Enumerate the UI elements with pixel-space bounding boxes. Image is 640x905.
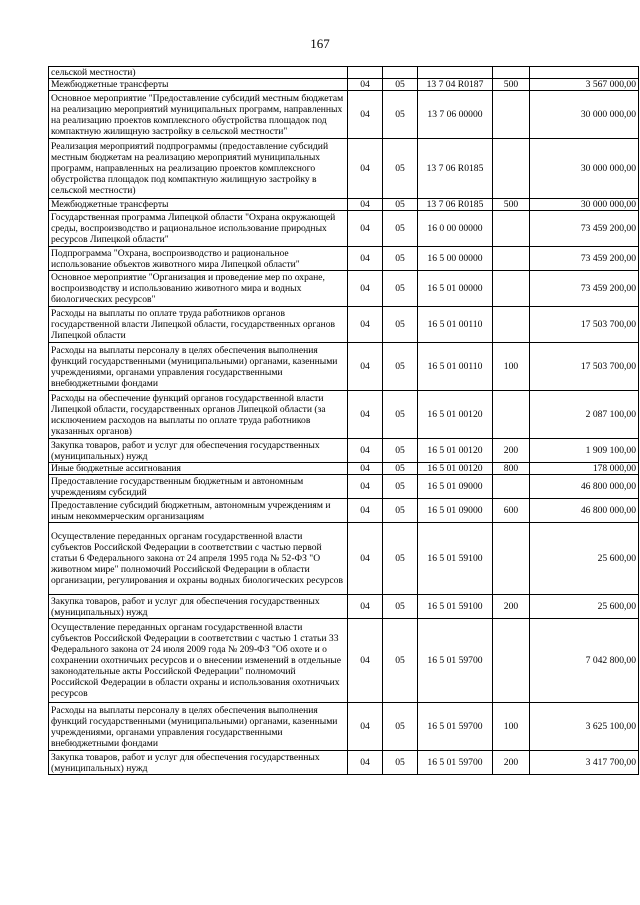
table-row	[49, 67, 639, 79]
row-expense-type-cell	[493, 67, 530, 79]
budget-table-body	[49, 67, 639, 775]
row-expense-type-cell: 200	[493, 595, 530, 619]
row-name-cell: Реализация мероприятий подпрограммы (предоставление субсидий местным бюджетам на реализацию мероприятий муниципальных программ, направленных на реализацию проектов комплексного обустройства площадок под компактную жилищную застройку в сельской местности)	[49, 139, 348, 199]
table-row	[49, 751, 639, 775]
page-number: 167	[310, 36, 330, 51]
row-target-code-cell: 16 5 01 59700	[418, 619, 493, 703]
row-section-cell: 04	[348, 475, 383, 499]
row-section-cell: 04	[348, 307, 383, 343]
row-section-cell: 04	[348, 703, 383, 751]
table-row	[49, 271, 639, 307]
table-row	[49, 91, 639, 139]
row-name-cell: Межбюджетные трансферты	[49, 199, 348, 211]
row-expense-type-cell	[493, 211, 530, 247]
row-name-cell: сельской местности)	[49, 67, 348, 79]
row-amount-cell: 17 503 700,00	[530, 343, 639, 391]
row-section-cell: 04	[348, 343, 383, 391]
row-section-cell: 04	[348, 439, 383, 463]
row-target-code-cell: 16 5 00 00000	[418, 247, 493, 271]
table-row	[49, 307, 639, 343]
row-expense-type-cell	[493, 523, 530, 595]
row-subsection-cell: 05	[383, 475, 418, 499]
table-row	[49, 523, 639, 595]
row-target-code-cell: 16 5 01 09000	[418, 499, 493, 523]
row-target-code-cell	[418, 67, 493, 79]
row-section-cell: 04	[348, 139, 383, 199]
row-expense-type-cell: 100	[493, 703, 530, 751]
row-expense-type-cell	[493, 91, 530, 139]
row-amount-cell: 178 000,00	[530, 463, 639, 475]
row-amount-cell: 3 625 100,00	[530, 703, 639, 751]
row-target-code-cell: 16 5 01 00120	[418, 439, 493, 463]
row-amount-cell: 46 800 000,00	[530, 475, 639, 499]
row-target-code-cell: 16 5 01 59100	[418, 595, 493, 619]
row-amount-cell: 2 087 100,00	[530, 391, 639, 439]
row-amount-cell: 17 503 700,00	[530, 307, 639, 343]
row-expense-type-cell: 100	[493, 343, 530, 391]
row-subsection-cell: 05	[383, 751, 418, 775]
row-section-cell: 04	[348, 499, 383, 523]
row-subsection-cell: 05	[383, 703, 418, 751]
row-expense-type-cell: 200	[493, 751, 530, 775]
row-amount-cell: 3 417 700,00	[530, 751, 639, 775]
row-section-cell: 04	[348, 247, 383, 271]
table-row	[49, 703, 639, 751]
row-section-cell: 04	[348, 751, 383, 775]
row-target-code-cell: 16 5 01 00110	[418, 343, 493, 391]
row-amount-cell: 30 000 000,00	[530, 199, 639, 211]
row-name-cell: Закупка товаров, работ и услуг для обеспечения государственных (муниципальных) нужд	[49, 595, 348, 619]
row-subsection-cell: 05	[383, 391, 418, 439]
budget-table	[48, 66, 639, 775]
row-subsection-cell	[383, 67, 418, 79]
table-row	[49, 211, 639, 247]
table-row	[49, 595, 639, 619]
row-section-cell: 04	[348, 619, 383, 703]
row-expense-type-cell	[493, 247, 530, 271]
table-row	[49, 343, 639, 391]
row-subsection-cell: 05	[383, 343, 418, 391]
table-row	[49, 619, 639, 703]
row-amount-cell	[530, 67, 639, 79]
row-section-cell: 04	[348, 271, 383, 307]
row-amount-cell: 73 459 200,00	[530, 247, 639, 271]
row-expense-type-cell	[493, 271, 530, 307]
row-amount-cell: 7 042 800,00	[530, 619, 639, 703]
row-target-code-cell: 13 7 06 R0185	[418, 139, 493, 199]
row-section-cell: 04	[348, 391, 383, 439]
row-expense-type-cell	[493, 139, 530, 199]
row-name-cell: Осуществление переданных органам государственной власти субъектов Российской Федерации в соответствии с частью первой статьи 6 Федерального закона от 24 апреля 1995 года № 52-ФЗ "О животном мире" полномочий Российской Федерации в области организации, регулирования и охраны водных биологических ресурсов	[49, 523, 348, 595]
row-target-code-cell: 16 5 01 00000	[418, 271, 493, 307]
row-amount-cell: 73 459 200,00	[530, 211, 639, 247]
row-expense-type-cell	[493, 619, 530, 703]
row-section-cell: 04	[348, 79, 383, 91]
row-subsection-cell: 05	[383, 523, 418, 595]
row-subsection-cell: 05	[383, 271, 418, 307]
row-subsection-cell: 05	[383, 79, 418, 91]
row-subsection-cell: 05	[383, 439, 418, 463]
row-amount-cell: 1 909 100,00	[530, 439, 639, 463]
row-subsection-cell: 05	[383, 307, 418, 343]
row-subsection-cell: 05	[383, 139, 418, 199]
row-subsection-cell: 05	[383, 619, 418, 703]
table-row	[49, 499, 639, 523]
row-target-code-cell: 16 5 01 59700	[418, 703, 493, 751]
row-expense-type-cell: 200	[493, 439, 530, 463]
row-amount-cell: 25 600,00	[530, 595, 639, 619]
table-row	[49, 79, 639, 91]
row-target-code-cell: 16 0 00 00000	[418, 211, 493, 247]
table-row	[49, 439, 639, 463]
table-row	[49, 463, 639, 475]
row-target-code-cell: 16 5 01 59100	[418, 523, 493, 595]
row-name-cell: Иные бюджетные ассигнования	[49, 463, 348, 475]
row-name-cell: Предоставление субсидий бюджетным, автономным учреждениям и иным некоммерческим организациям	[49, 499, 348, 523]
row-name-cell: Расходы на выплаты персоналу в целях обеспечения выполнения функций государственными (муниципальными) органами, казенными учреждениями, органами управления государственными внебюджетными фондами	[49, 703, 348, 751]
row-name-cell: Закупка товаров, работ и услуг для обеспечения государственных (муниципальных) нужд	[49, 439, 348, 463]
table-row	[49, 139, 639, 199]
row-subsection-cell: 05	[383, 247, 418, 271]
row-section-cell: 04	[348, 595, 383, 619]
row-name-cell: Расходы на выплаты по оплате труда работников органов государственной власти Липецкой области, государственных органов Липецкой области	[49, 307, 348, 343]
row-amount-cell: 30 000 000,00	[530, 91, 639, 139]
row-name-cell: Межбюджетные трансферты	[49, 79, 348, 91]
row-name-cell: Предоставление государственным бюджетным и автономным учреждениям субсидий	[49, 475, 348, 499]
table-row	[49, 247, 639, 271]
row-target-code-cell: 16 5 01 59700	[418, 751, 493, 775]
row-subsection-cell: 05	[383, 211, 418, 247]
row-subsection-cell: 05	[383, 91, 418, 139]
row-target-code-cell: 16 5 01 00120	[418, 463, 493, 475]
row-expense-type-cell: 500	[493, 79, 530, 91]
row-expense-type-cell: 600	[493, 499, 530, 523]
row-amount-cell: 73 459 200,00	[530, 271, 639, 307]
row-expense-type-cell: 500	[493, 199, 530, 211]
row-target-code-cell: 13 7 06 00000	[418, 91, 493, 139]
table-row	[49, 199, 639, 211]
row-subsection-cell: 05	[383, 499, 418, 523]
row-target-code-cell: 13 7 04 R0187	[418, 79, 493, 91]
row-amount-cell: 3 567 000,00	[530, 79, 639, 91]
table-row	[49, 391, 639, 439]
row-target-code-cell: 16 5 01 00110	[418, 307, 493, 343]
row-section-cell: 04	[348, 91, 383, 139]
row-section-cell: 04	[348, 199, 383, 211]
row-expense-type-cell	[493, 475, 530, 499]
row-subsection-cell: 05	[383, 463, 418, 475]
row-name-cell: Основное мероприятие "Организация и проведение мер по охране, воспроизводству и использованию животного мира и водных биологических ресурсов"	[49, 271, 348, 307]
row-name-cell: Подпрограмма "Охрана, воспроизводство и рациональное использование объектов животного мира Липецкой области"	[49, 247, 348, 271]
row-expense-type-cell	[493, 391, 530, 439]
row-amount-cell: 46 800 000,00	[530, 499, 639, 523]
row-name-cell: Закупка товаров, работ и услуг для обеспечения государственных (муниципальных) нужд	[49, 751, 348, 775]
row-target-code-cell: 13 7 06 R0185	[418, 199, 493, 211]
row-amount-cell: 30 000 000,00	[530, 139, 639, 199]
row-amount-cell: 25 600,00	[530, 523, 639, 595]
row-name-cell: Расходы на выплаты персоналу в целях обеспечения выполнения функций государственными (муниципальными) органами, казенными учреждениями, органами управления государственными внебюджетными фондами	[49, 343, 348, 391]
row-name-cell: Государственная программа Липецкой области "Охрана окружающей среды, воспроизводство и рациональное использование природных ресурсов Липецкой области"	[49, 211, 348, 247]
row-section-cell: 04	[348, 463, 383, 475]
row-section-cell	[348, 67, 383, 79]
row-expense-type-cell	[493, 307, 530, 343]
row-section-cell: 04	[348, 523, 383, 595]
row-target-code-cell: 16 5 01 09000	[418, 475, 493, 499]
row-subsection-cell: 05	[383, 199, 418, 211]
row-section-cell: 04	[348, 211, 383, 247]
row-expense-type-cell: 800	[493, 463, 530, 475]
table-row	[49, 475, 639, 499]
row-name-cell: Осуществление переданных органам государственной власти субъектов Российской Федерации в соответствии с частью 1 статьи 33 Федерального закона от 24 июля 2009 года № 209-ФЗ "Об охоте и о сохранении охотничьих ресурсов и о внесении изменений в отдельные законодательные акты Российской Федерации" полномочий Российской Федерации в области охраны и использования охотничьих ресурсов	[49, 619, 348, 703]
row-subsection-cell: 05	[383, 595, 418, 619]
row-name-cell: Основное мероприятие "Предоставление субсидий местным бюджетам на реализацию мероприятий муниципальных программ, направленных на реализацию проектов комплексного обустройства площадок под компактную жилищную застройку в сельской местности"	[49, 91, 348, 139]
row-name-cell: Расходы на обеспечение функций органов государственной власти Липецкой области, государственных органов Липецкой области (за исключением расходов на выплаты по оплате труда работников указанных органов)	[49, 391, 348, 439]
row-target-code-cell: 16 5 01 00120	[418, 391, 493, 439]
